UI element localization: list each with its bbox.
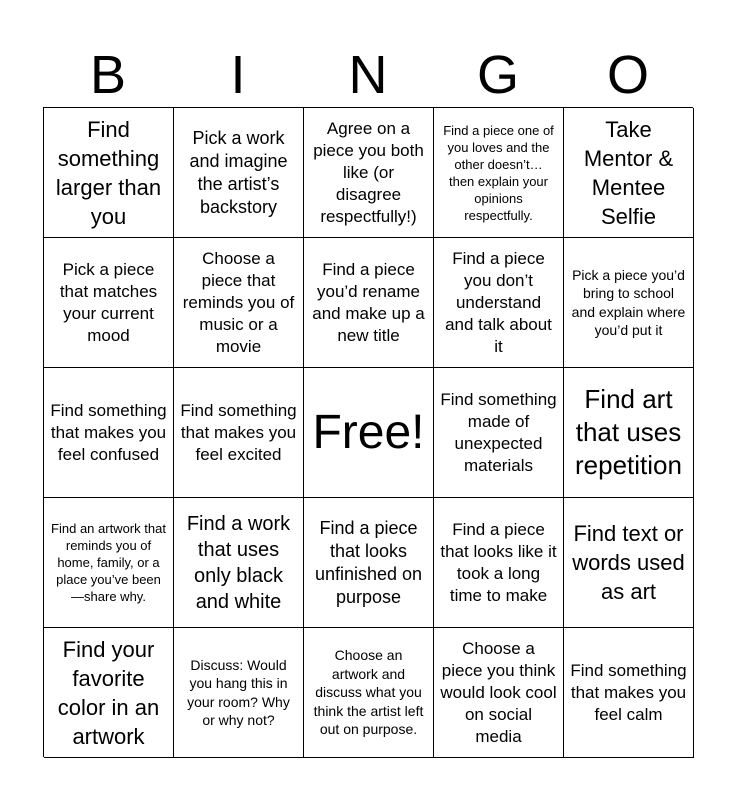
bingo-cell[interactable]: [434, 498, 564, 628]
bingo-cell[interactable]: [564, 368, 694, 498]
cell-text: Pick a work and imagine the artist’s backstory: [189, 127, 288, 217]
cell-text: Find a piece that looks like it took a long time to make: [440, 519, 557, 605]
bingo-cell[interactable]: [564, 628, 694, 758]
bingo-cell[interactable]: [44, 628, 174, 758]
bingo-grid: [43, 107, 693, 757]
cell-text: Take Mentor & Mentee Selfie: [583, 116, 674, 229]
bingo-cell[interactable]: [434, 628, 564, 758]
cell-text: Find something made of unexpected materials: [440, 389, 557, 475]
bingo-cell[interactable]: [434, 238, 564, 368]
bingo-cell[interactable]: [44, 498, 174, 628]
bingo-cell[interactable]: [304, 108, 434, 238]
bingo-cell[interactable]: [174, 498, 304, 628]
bingo-cell[interactable]: [174, 108, 304, 238]
bingo-cell[interactable]: [174, 238, 304, 368]
cell-text: Find something that makes you feel excited: [180, 400, 297, 464]
cell-text: Find something larger than you: [55, 116, 162, 229]
cell-text: Find a piece you don’t understand and talk about it: [445, 248, 552, 356]
cell-text: Find a piece that looks unfinished on purpose: [314, 517, 423, 607]
cell-text: Pick a piece you’d bring to school and explain where you’d put it: [571, 266, 686, 338]
free-space-text: Free!: [312, 405, 425, 459]
bingo-cell[interactable]: [174, 628, 304, 758]
cell-text: Find a piece one of you loves and the other doesn’t… then explain your opinions respectfully.: [443, 122, 554, 223]
header-letter-n: N: [348, 45, 388, 105]
cell-text: Pick a piece that matches your current mood: [59, 259, 158, 345]
bingo-cell[interactable]: [304, 628, 434, 758]
bingo-cell[interactable]: [434, 368, 564, 498]
cell-text: Find an artwork that reminds you of home, family, or a place you’ve been—share why.: [51, 521, 166, 604]
bingo-cell[interactable]: [174, 368, 304, 498]
cell-text: Discuss: Would you hang this in your room? Why or why not?: [187, 656, 290, 728]
bingo-cell[interactable]: [44, 368, 174, 498]
cell-text: Choose an artwork and discuss what you think the artist left out on purpose.: [313, 647, 424, 738]
bingo-cell[interactable]: [44, 238, 174, 368]
bingo-cell[interactable]: [304, 238, 434, 368]
header-letter-g: G: [476, 45, 519, 105]
cell-text: Find something that makes you feel calm: [570, 660, 687, 724]
cell-text: Find a work that uses only black and white: [186, 512, 291, 613]
header-letter-o: O: [606, 45, 649, 105]
bingo-cell[interactable]: [564, 108, 694, 238]
bingo-cell[interactable]: [304, 498, 434, 628]
header-letter-i: I: [230, 45, 246, 105]
cell-text: Find art that uses repetition: [575, 384, 682, 480]
cell-text: Find a piece you’d rename and make up a new title: [312, 259, 425, 345]
cell-text: Choose a piece you think would look cool on social media: [440, 638, 557, 746]
header-letter-b: B: [89, 45, 127, 105]
bingo-free-cell[interactable]: [304, 368, 434, 498]
cell-text: Find something that makes you feel confused: [50, 400, 167, 464]
cell-text: Find your favorite color in an artwork: [57, 636, 160, 749]
bingo-cell[interactable]: [434, 108, 564, 238]
bingo-cell[interactable]: [564, 498, 694, 628]
cell-text: Choose a piece that reminds you of music or a movie: [182, 248, 295, 356]
bingo-cell[interactable]: [44, 108, 174, 238]
bingo-cell[interactable]: [564, 238, 694, 368]
bingo-header: [43, 44, 693, 106]
cell-text: Find text or words used as art: [572, 521, 685, 604]
cell-text: Agree on a piece you both like (or disagree respectfully!): [313, 118, 424, 226]
